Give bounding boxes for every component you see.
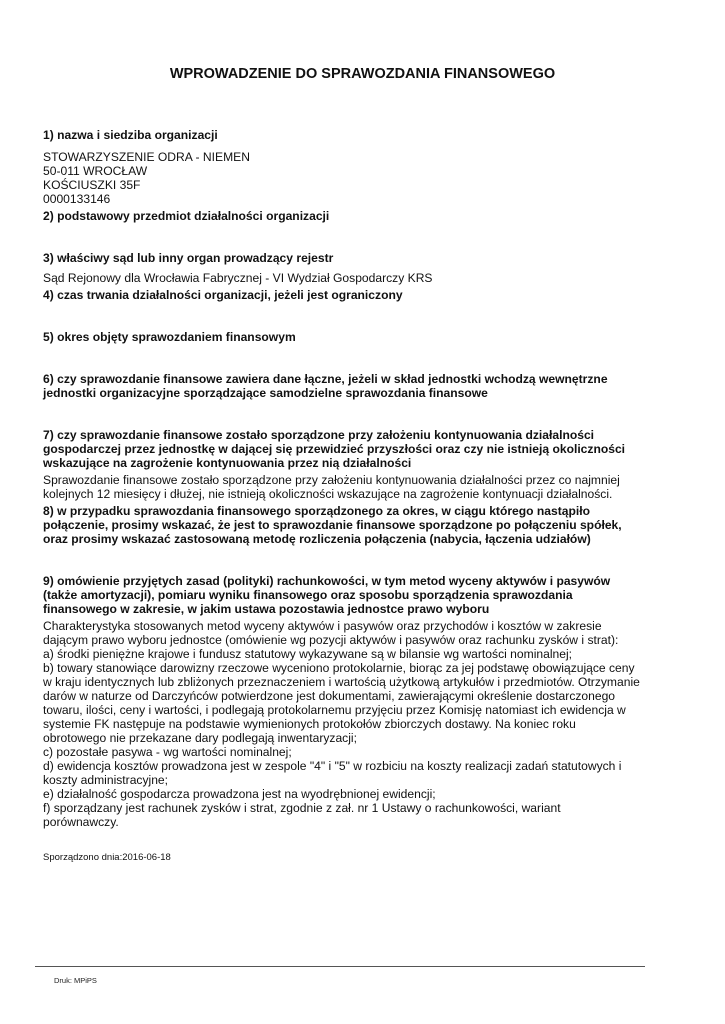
organization-address — [43, 150, 683, 206]
section-7-heading-line: wskazujące na zagrożenie kontynuowania przez nią działalności — [43, 456, 412, 470]
organization-name: STOWARZYSZENIE ODRA - NIEMEN — [43, 150, 250, 164]
section-3-text: Sąd Rejonowy dla Wrocławia Fabrycznej - VI Wydział Gospodarczy KRS — [43, 271, 433, 285]
preparation-date: Sporządzono dnia:2016-06-18 — [43, 852, 171, 863]
page-title: WPROWADZENIE DO SPRAWOZDANIA FINANSOWEGO — [169, 66, 556, 82]
organization-postal-city: 50-011 WROCŁAW — [43, 164, 148, 178]
section-9-text-line: koszty administracyjne; — [43, 773, 169, 787]
section-9-text-line: b) towary stanowiące darowizny rzeczowe wyceniono protokolarnie, biorąc za jej podstawę obowiązujące ceny — [43, 661, 635, 675]
section-9-text-line: dającym prawo wyboru jednostce (omówienie wg pozycji aktywów i pasywów oraz rachunku zysków i strat): — [43, 633, 619, 647]
section-9-heading-line: (także amortyzacji), pomiaru wyniku finansowego oraz sposobu sporządzenia sprawozdania — [43, 588, 573, 602]
footer-divider — [35, 966, 645, 967]
section-9-heading-line: 9) omówienie przyjętych zasad (polityki) rachunkowości, w tym metod wyceny aktywów i pasywów — [43, 574, 611, 588]
section-7-text-line: Sprawozdanie finansowe zostało sporządzone przy założeniu kontynuowania działalności przez co najmniej — [43, 473, 620, 487]
document-body — [43, 128, 683, 865]
section-5 — [43, 330, 683, 344]
organization-street: KOŚCIUSZKI 35F — [43, 178, 141, 192]
section-9-heading-line: finansowego w zakresie, w jakim ustawa pozostawia jednostce prawo wyboru — [43, 602, 490, 616]
section-2-heading: 2) podstawowy przedmiot działalności organizacji — [43, 209, 330, 223]
section-9-text-line: darów w naturze od Darczyńców potwierdzone jest dokumentami, zawierającymi określenie dostarczonego — [43, 689, 616, 703]
section-9-text-line: w kraju identycznych lub zbliżonych przeznaczeniem i wartością użytkową artykułów i przedmiotów. Otrzymanie — [43, 675, 640, 689]
section-4-heading: 4) czas trwania działalności organizacji, jeżeli jest ograniczony — [43, 288, 403, 302]
section-9 — [43, 574, 683, 829]
section-9-text-line: a) środki pieniężne krajowe i fundusz statutowy wykazywane są w bilansie wg wartości nominalnej; — [43, 647, 573, 661]
section-7 — [43, 428, 683, 501]
section-2 — [43, 209, 683, 223]
section-9-text-line: obrotowego nie przekazane dary podlegają inwentaryzacji; — [43, 731, 357, 745]
section-8-heading-line: 8) w przypadku sprawozdania finansowego sporządzonego za okres, w ciągu którego nastąpiło — [43, 504, 591, 518]
section-4 — [43, 288, 683, 302]
section-9-text-line: c) pozostałe pasywa - wg wartości nominalnej; — [43, 745, 292, 759]
section-7-heading-line: gospodarczej przez jednostkę w dającej się przewidzieć przyszłości oraz czy nie istnieją okoliczności — [43, 442, 626, 456]
print-footer: Druk: MPiPS — [54, 976, 97, 985]
section-9-text-line: Charakterystyka stosowanych metod wyceny aktywów i pasywów oraz przychodów i kosztów w zakresie — [43, 619, 602, 633]
section-9-text-line: systemie FK następuje na podstawie wymienionych protokołów zbiorczych dostawy. Na koniec roku — [43, 717, 576, 731]
section-3 — [43, 251, 683, 285]
section-7-text-line: kolejnych 12 miesięcy i dłużej, nie istnieją okoliczności wskazujące na zagrożenie kontynuacji działalności. — [43, 487, 613, 501]
section-9-text-line: e) działalność gospodarcza prowadzona jest na wyodrębnionej ewidencji; — [43, 787, 436, 801]
section-8-heading-line: oraz prosimy wskazać zastosowaną metodę rozliczenia połączenia (nabycia, łączenia udziałów) — [43, 532, 591, 546]
section-9-text-line: d) ewidencja kosztów prowadzona jest w zespole "4" i "5" w rozbiciu na koszty realizacji zadań statutowych i — [43, 759, 622, 773]
section-6 — [43, 372, 683, 400]
organization-krs-number: 0000133146 — [43, 192, 111, 206]
section-8 — [43, 504, 683, 546]
section-3-heading: 3) właściwy sąd lub inny organ prowadzący rejestr — [43, 251, 334, 265]
section-6-heading-line: 6) czy sprawozdanie finansowe zawiera dane łączne, jeżeli w skład jednostki wchodzą wewnętrzne — [43, 372, 608, 386]
section-9-text-line: f) sporządzany jest rachunek zysków i strat, zgodnie z zał. nr 1 Ustawy o rachunkowości, wariant — [43, 801, 561, 815]
section-7-heading-line: 7) czy sprawozdanie finansowe zostało sporządzone przy założeniu kontynuowania działalności — [43, 428, 595, 442]
section-6-heading-line: jednostki organizacyjne sporządzające samodzielne sprawozdania finansowe — [43, 386, 488, 400]
section-8-heading-line: połączenie, prosimy wskazać, że jest to sprawozdanie finansowe sporządzone po połączeniu spółek, — [43, 518, 622, 532]
section-1 — [43, 128, 683, 206]
section-5-heading: 5) okres objęty sprawozdaniem finansowym — [43, 330, 296, 344]
section-9-text-line: porównawczy. — [43, 815, 119, 829]
section-9-text-line: towaru, ilości, ceny i wartości, i podlegają protokolarnemu przyjęciu przez Komisję natomiast ich ewidencja w — [43, 703, 626, 717]
section-1-heading: 1) nazwa i siedziba organizacji — [43, 128, 218, 142]
